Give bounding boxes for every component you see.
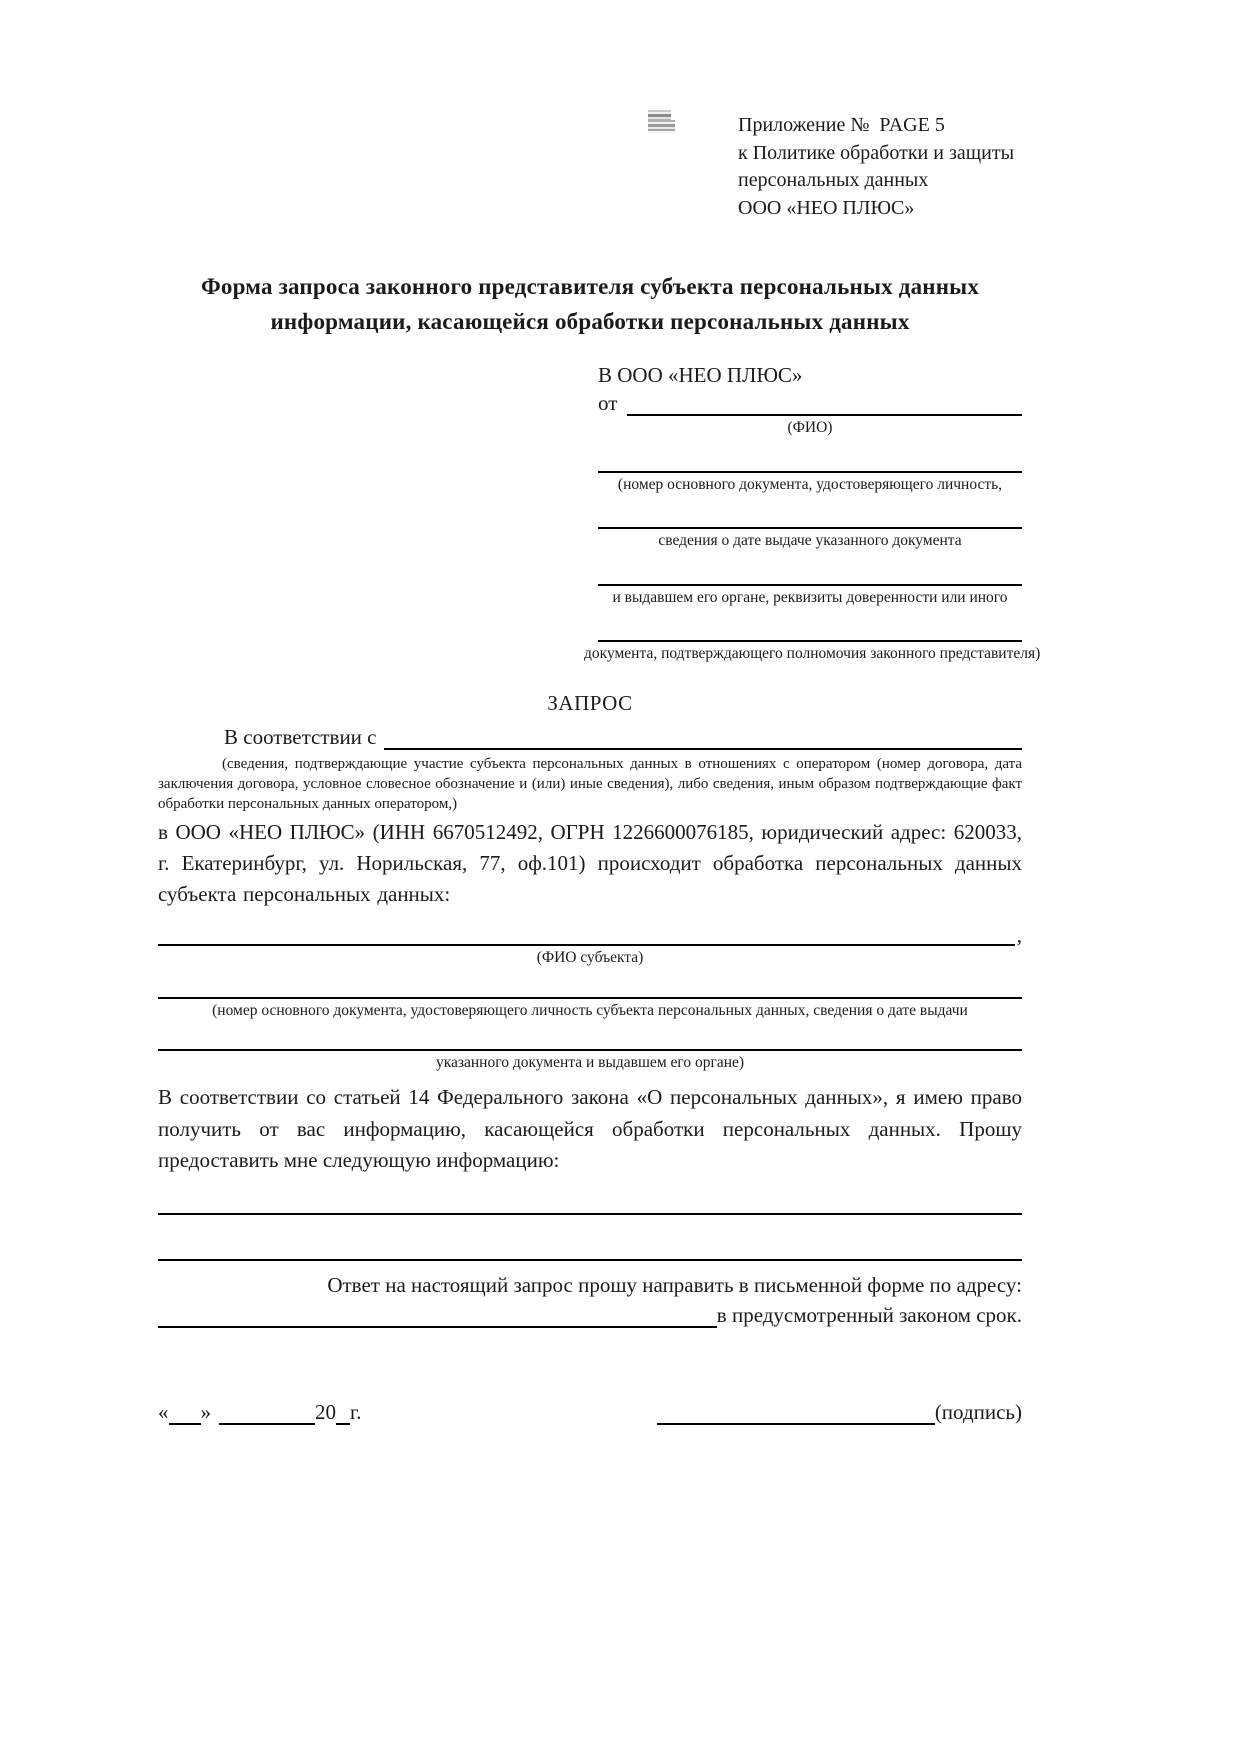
quote-open: « — [158, 1399, 169, 1424]
year-prefix: 20 — [315, 1399, 336, 1424]
document-number-blank[interactable] — [598, 450, 1022, 473]
signature-row — [158, 1400, 1022, 1425]
subject-document-field — [158, 978, 1022, 1021]
request-heading: ЗАПРОС — [547, 690, 633, 715]
addressee-block — [584, 363, 1041, 664]
quote-close: » — [200, 1399, 211, 1424]
answer-address-line — [158, 1303, 1022, 1328]
fio-blank-field[interactable] — [627, 414, 1022, 416]
subject-document-field-2 — [158, 1030, 1022, 1073]
answer-instruction: Ответ на настоящий запрос прошу направить в письменной форме по адресу: — [327, 1272, 1022, 1297]
signature-caption: (подпись) — [934, 1399, 1022, 1424]
representative-authority-blank[interactable] — [598, 619, 1022, 642]
signature-blank[interactable] — [657, 1423, 935, 1425]
subject-fio-line — [158, 925, 1022, 946]
subject-fio-blank[interactable] — [158, 944, 1015, 946]
policy-reference-line-2: персональных данных — [738, 169, 929, 192]
issue-date-blank[interactable] — [598, 506, 1022, 529]
requested-info-blank-1[interactable] — [158, 1213, 1022, 1215]
document-body — [158, 0, 1041, 1425]
appendix-number-line: Приложение № PAGE 5 — [738, 114, 945, 136]
answer-address-blank[interactable] — [158, 1326, 717, 1328]
accordance-note: (сведения, подтверждающие участие субъекта персональных данных в отношениях с оператором (номер договора, дата заключения договора, условное словесное обозначение и (или) иные сведения), либо сведения, иным образом подтверждающие факт обработки персональных данных оператором,) — [158, 755, 1022, 813]
issue-date-caption: сведения о дате выдаче указанного документа — [658, 532, 962, 550]
signature-line — [657, 1400, 1022, 1425]
company-name-line: ООО «НЕО ПЛЮС» — [738, 196, 915, 219]
subject-document-blank[interactable] — [158, 978, 1022, 999]
issuing-authority-blank[interactable] — [598, 563, 1022, 586]
year-blank[interactable] — [336, 1423, 350, 1425]
accordance-line — [158, 725, 1022, 750]
policy-reference-line: к Политике обработки и защиты — [738, 141, 1015, 164]
requested-info-blank-2[interactable] — [158, 1259, 1022, 1261]
year-suffix: г. — [350, 1399, 362, 1424]
date-line — [158, 1400, 362, 1425]
issuing-authority-caption: и выдавшем его органе, реквизиты доверенности или иного — [612, 588, 1008, 606]
addressee-to-line: В ООО «НЕО ПЛЮС» — [598, 363, 803, 387]
month-blank[interactable] — [219, 1423, 315, 1425]
subject-fio-comma: , — [1016, 923, 1022, 948]
accordance-blank-field[interactable] — [384, 748, 1023, 750]
day-blank[interactable] — [169, 1423, 201, 1425]
subject-document-caption: (номер основного документа, удостоверяющего личность субъекта персональных данных, сведения о дате выдачи — [212, 1001, 968, 1019]
operator-paragraph: в ООО «НЕО ПЛЮС» (ИНН 6670512492, ОГРН 1226600076185, юридический адрес: 620033, г. Екатеринбург, ул. Норильская, 77, оф.101) происходит обработка персональных данных субъекта персональных данных: — [158, 820, 1022, 906]
document-number-field — [598, 450, 1022, 495]
subject-document-blank-2[interactable] — [158, 1030, 1022, 1051]
answer-term: в предусмотренный законом срок. — [716, 1302, 1022, 1327]
document-number-caption: (номер основного документа, удостоверяющего личность, — [617, 475, 1003, 493]
issue-date-field — [598, 506, 1022, 551]
subject-document-caption-2: указанного документа и выдавшем его органе) — [435, 1054, 745, 1072]
from-label: от — [598, 391, 618, 415]
rights-paragraph: В соответствии со статьей 14 Федерального закона «О персональных данных», я имею право получить от вас информацию, касающейся обработки персональных данных. Прошу предоставить мне следующую информацию: — [158, 1085, 1022, 1172]
addressee-from-line — [598, 391, 1022, 416]
fio-caption: (ФИО) — [787, 419, 833, 436]
accordance-label: В соответствии с — [224, 724, 377, 749]
document-title: Форма запроса законного представителя субъекта персональных данных информации, касающейся обработки персональных данных — [200, 274, 980, 334]
representative-authority-caption: документа, подтверждающего полномочия законного представителя) — [584, 645, 1041, 663]
representative-authority-field — [584, 619, 1041, 664]
subject-fio-caption: (ФИО субъекта) — [536, 949, 644, 967]
issuing-authority-field — [598, 563, 1022, 608]
